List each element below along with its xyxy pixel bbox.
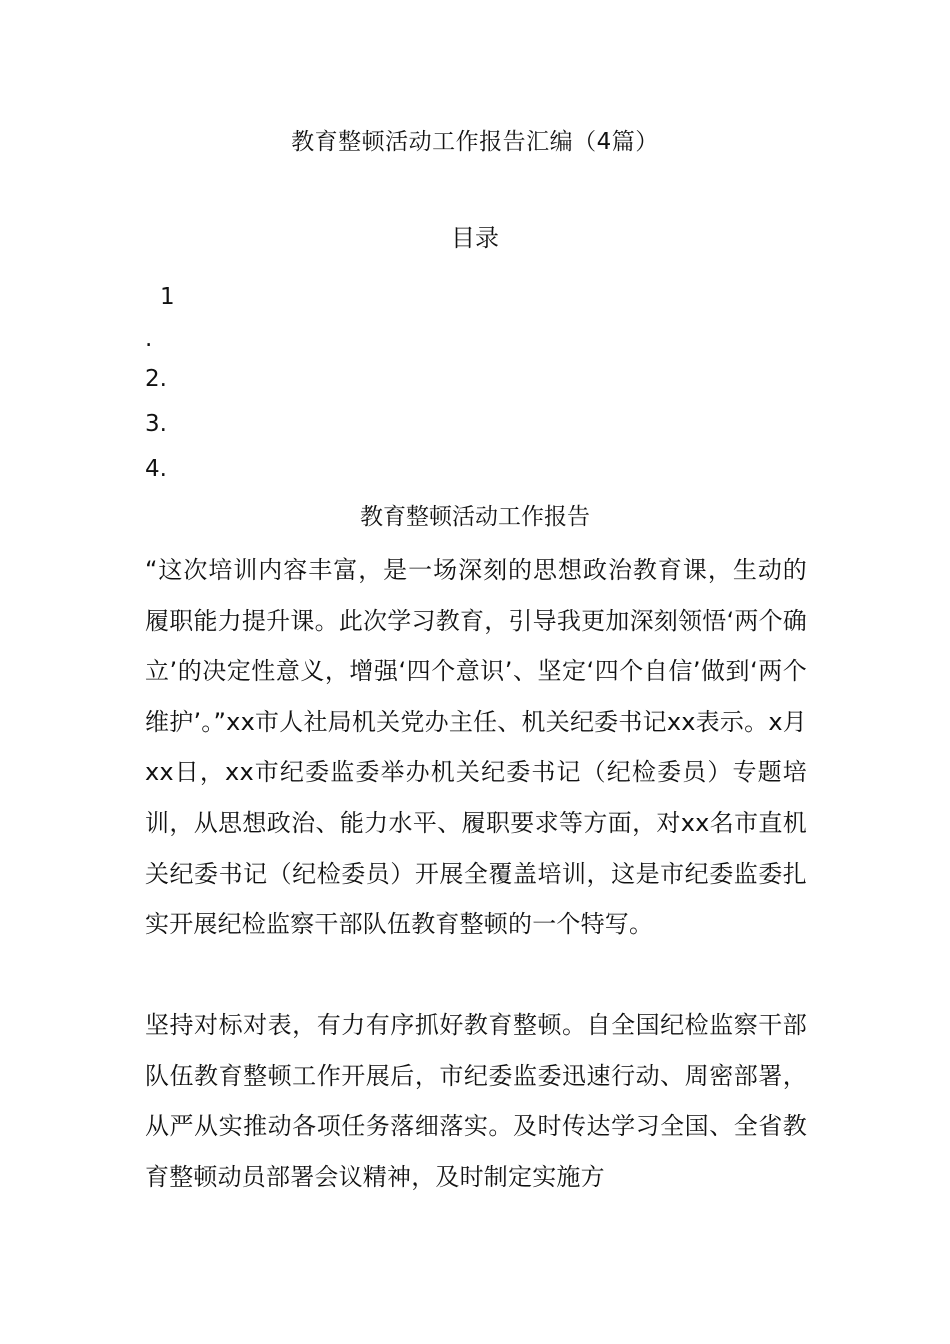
toc-item-4[interactable]: 4. <box>145 456 167 482</box>
document-title: 教育整顿活动工作报告汇编（4篇） <box>291 129 659 155</box>
toc-item-1-dot[interactable]: . <box>145 326 153 352</box>
toc-item-3[interactable]: 3. <box>145 411 167 437</box>
report-title: 教育整顿活动工作报告 <box>360 504 590 530</box>
body-paragraph: “这次培训内容丰富，是一场深刻的思想政治教育课，生动的履职能力提升课。此次学习教育，引导我更加深刻领悟‘两个确立’的决定性意义，增强‘四个意识’、坚定‘四个自信’做到‘两个维护’。”xx市人社局机关党办主任、机关纪委书记xx表示。x月xx日，xx市纪委监委举办机关纪委书记（纪检委员）专题培训，从思想政治、能力水平、履职要求等方面，对xx名市直机关纪委书记（纪检委员）开展全覆盖培训，这是市纪委监委扎实开展纪检监察干部队伍教育整顿的一个特写。 <box>145 556 807 939</box>
body-paragraph: 坚持对标对表，有力有序抓好教育整顿。自全国纪检监察干部队伍教育整顿工作开展后，市纪委监委迅速行动、周密部署，从严从实推动各项任务落细落实。及时传达学习全国、全省教育整顿动员部署会议精神，及时制定实施方 <box>145 1011 807 1191</box>
toc-item-2[interactable]: 2. <box>145 366 167 392</box>
toc-heading: 目录 <box>451 224 499 252</box>
toc-item-1[interactable]: 1 <box>160 284 175 310</box>
